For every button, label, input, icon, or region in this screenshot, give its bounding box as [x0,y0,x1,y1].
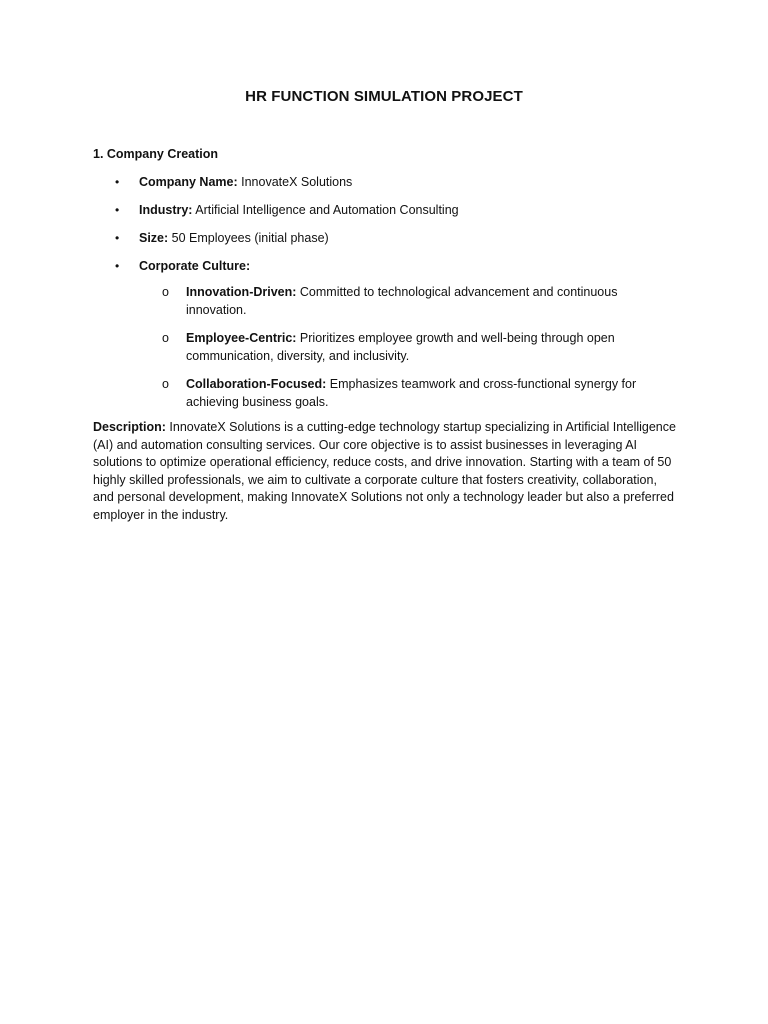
bullet-marker: • [115,203,120,217]
list-item-size [93,229,693,257]
description-label: Description: [93,420,166,434]
item-label: Collaboration-Focused: [186,377,327,391]
sub-bullet-marker: o [162,377,169,391]
item-label: Company Name: [139,175,238,189]
item-label: Industry: [139,203,193,217]
item-value: 50 Employees (initial phase) [168,231,329,245]
section-heading: 1. Company Creation [93,147,219,161]
culture-item-employee-centric [162,329,652,365]
item-value: InnovateX Solutions [237,175,353,189]
sub-bullet-marker: o [162,285,169,299]
document-title: HR FUNCTION SIMULATION PROJECT [245,88,523,105]
company-details-list [93,173,693,285]
culture-list [162,283,652,421]
list-item-industry [93,201,693,229]
description-text: InnovateX Solutions is a cutting-edge technology startup specializing in Artificial Intelligence (AI) and automation consulting services. Our core objective is to assist businesses in leveraging AI solutions to optimize operational efficiency, reduce costs, and drive innovation. Starting with a team of 50 highly skilled professionals, we aim to cultivate a corporate culture that fosters creativity, collaboration, and personal development, making InnovateX Solutions not only a technology leader but also a preferred employer in the industry. [93,420,676,522]
item-label: Innovation-Driven: [186,285,297,299]
list-item-corporate-culture [93,257,693,285]
item-label: Corporate Culture: [139,259,251,273]
item-value: Committed to technological advancement and continuous innovation. [186,285,618,317]
culture-item-innovation [162,283,652,319]
list-item-company-name [93,173,693,201]
bullet-marker: • [115,175,120,189]
item-value: Prioritizes employee growth and well-being through open communication, diversity, and inclusivity. [186,331,615,363]
item-value: Emphasizes teamwork and cross-functional synergy for achieving business goals. [186,377,637,409]
culture-item-collaboration [162,375,652,411]
sub-bullet-marker: o [162,331,169,345]
bullet-marker: • [115,231,120,245]
item-label: Employee-Centric: [186,331,297,345]
description-paragraph [93,419,678,525]
item-label: Size: [139,231,169,245]
item-value: Artificial Intelligence and Automation Consulting [192,203,459,217]
bullet-marker: • [115,259,120,273]
